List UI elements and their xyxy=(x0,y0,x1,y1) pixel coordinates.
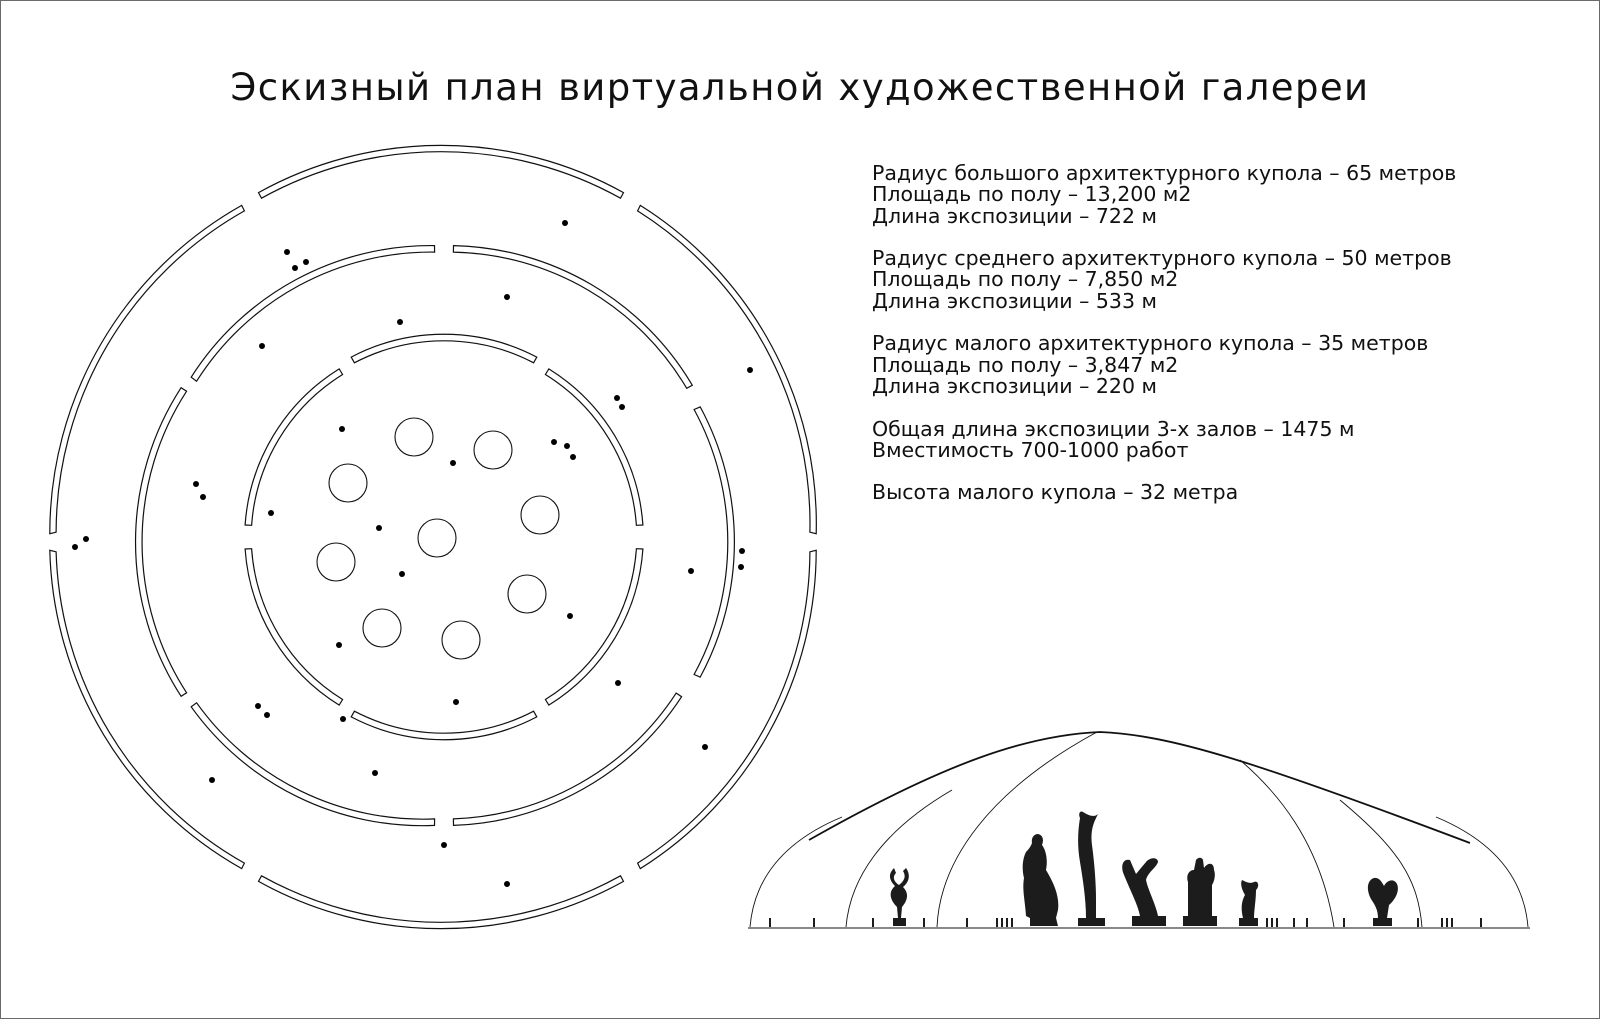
dome-rib xyxy=(937,732,1097,927)
sculpture-figure xyxy=(1368,878,1398,926)
person-figure xyxy=(1446,918,1448,927)
person-figure xyxy=(996,918,998,927)
sculpture-figure xyxy=(1023,834,1059,926)
person-figure xyxy=(1480,918,1482,927)
person-figure xyxy=(872,918,874,927)
person-figure xyxy=(1271,918,1273,927)
person-figure xyxy=(1188,905,1190,914)
sculpture-figure xyxy=(1078,811,1105,926)
large-dome-radius: Радиус большого архитектурного купола – 65 метров xyxy=(872,161,1457,185)
sculpture-figure xyxy=(1122,858,1166,926)
large-dome-area: Площадь по полу – 13,200 м2 xyxy=(872,182,1192,207)
small-dome-height: Высота малого купола – 32 метра xyxy=(872,480,1239,505)
small-dome-length: Длина экспозиции – 220 м xyxy=(872,373,1157,398)
medium-dome-area: Площадь по полу – 7,850 м2 xyxy=(872,267,1179,292)
medium-dome-length: Длина экспозиции – 533 м xyxy=(872,288,1157,313)
person-figure xyxy=(1306,918,1308,927)
sculpture-silhouettes xyxy=(890,811,1398,926)
total-exposition-length: Общая длина экспозиции 3-х залов – 1475 м xyxy=(872,416,1355,441)
small-dome-area: Площадь по полу – 3,847 м2 xyxy=(872,352,1179,377)
dome-outer-arc xyxy=(1436,817,1528,927)
large-dome-length: Длина экспозиции – 722 м xyxy=(872,203,1157,228)
person-figure xyxy=(769,918,771,927)
dome-outer-arc xyxy=(750,817,842,927)
sculpture-figure xyxy=(1183,858,1217,926)
capacity: Вместимость 700-1000 работ xyxy=(872,437,1189,462)
medium-dome-radius: Радиус среднего архитектурного купола – 50 метров xyxy=(872,246,1452,271)
dome-top-arc xyxy=(809,732,1470,843)
person-figure xyxy=(1417,918,1419,927)
sculpture-figure xyxy=(1239,880,1258,926)
person-figure xyxy=(1343,918,1345,927)
page-title: Эскизный план виртуальной художественной галереи xyxy=(230,66,1370,109)
person-figure xyxy=(1006,918,1008,927)
person-figure xyxy=(1451,918,1453,927)
person-figure xyxy=(966,918,968,927)
person-figure xyxy=(1011,918,1013,927)
small-dome-radius: Радиус малого архитектурного купола – 35 метров xyxy=(872,331,1429,356)
person-figure xyxy=(813,918,815,927)
person-figure xyxy=(923,918,925,927)
person-figure xyxy=(1276,918,1278,927)
person-figure xyxy=(1266,918,1268,927)
person-figure xyxy=(1441,918,1443,927)
person-figure xyxy=(1293,918,1295,927)
person-figure xyxy=(1001,918,1003,927)
sculpture-figure xyxy=(890,868,909,926)
